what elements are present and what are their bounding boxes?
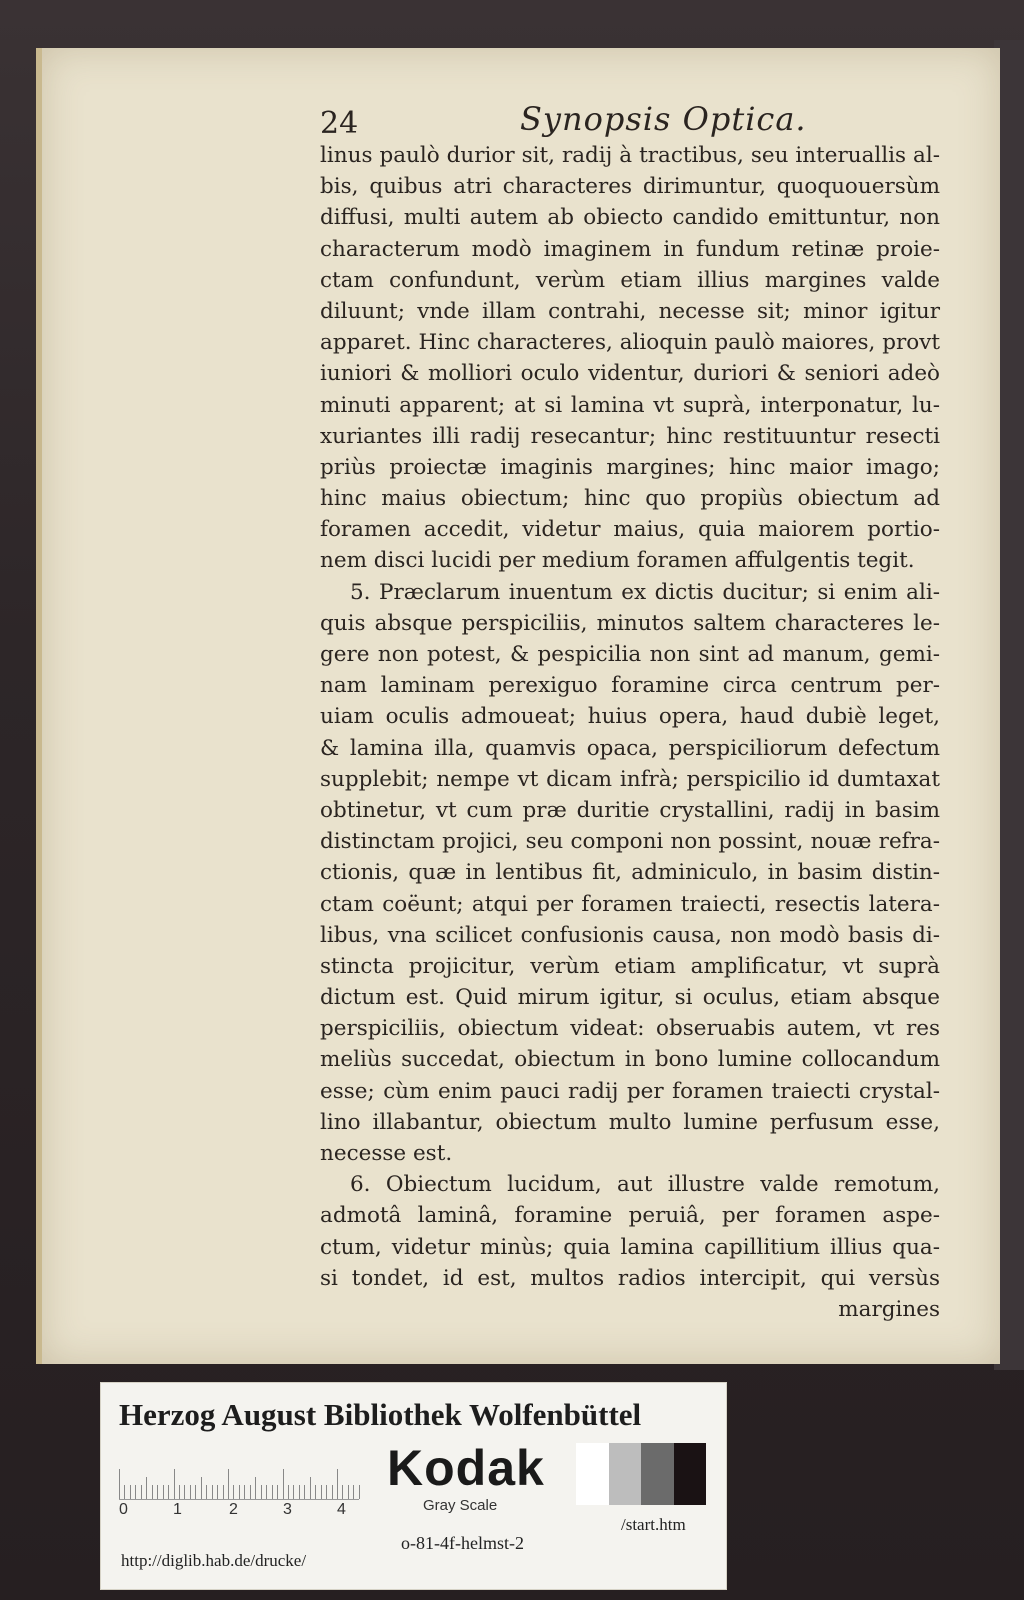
text-line: si tondet, id est, multos radios intercipit, qui versùs — [320, 1265, 940, 1291]
text-line: meliùs succedat, obiectum in bono lumine collocandum — [320, 1047, 940, 1073]
text-line: ctum, videtur minùs; quia lamina capillitium illius qua- — [320, 1234, 940, 1260]
text-line: uiam oculis admoueat; huius opera, haud dubiè leget, — [320, 704, 940, 730]
ruler-tick — [266, 1485, 267, 1499]
text-line: perspiciliis, obiectum videat: obseruabis autem, vt res — [320, 1016, 940, 1042]
ruler-tick — [195, 1485, 196, 1499]
gray-swatches — [576, 1443, 706, 1505]
text-line: xuriantes illi radij resecantur; hinc restituuntur resecti — [320, 423, 940, 449]
kodak-logo: Kodak — [387, 1440, 545, 1496]
ruler-tick — [337, 1469, 338, 1499]
ruler-numbers — [119, 1501, 359, 1521]
ruler-tick — [233, 1485, 234, 1499]
text-line: lino illabantur, obiectum multo lumine perfusum esse, — [320, 1109, 940, 1135]
text-line: 5. Præclarum inuentum ex dictis ducitur; si enim ali- — [350, 579, 940, 605]
ruler-tick — [342, 1485, 343, 1499]
text-line: iuniori & molliori oculo videntur, duriori & seniori adeò — [320, 361, 940, 387]
text-line: quis absque perspiciliis, minutos saltem characteres le- — [320, 610, 940, 636]
catchword: margines — [838, 1296, 940, 1322]
text-line: nam laminam perexiguo foramine circa centrum per- — [320, 673, 940, 699]
text-line: ctam coëunt; atqui per foramen traiecti, resectis latera- — [320, 891, 940, 917]
text-line: admotâ laminâ, foramine peruiâ, per foramen aspe- — [320, 1203, 940, 1229]
text-line: nem disci lucidi per medium foramen affulgentis tegit. — [320, 548, 915, 574]
text-line: gere non potest, & pespicilia non sint ad manum, gemi- — [320, 642, 940, 667]
ruler-number: 2 — [229, 1501, 238, 1518]
text-line: & lamina illa, quamvis opaca, perspiciliorum defectum — [320, 735, 940, 761]
text-line: foramen accedit, videtur maius, quia maiorem portio- — [320, 517, 940, 543]
ruler-tick — [348, 1485, 349, 1499]
ruler-tick — [244, 1485, 245, 1499]
text-line: distinctam projici, seu componi non possint, nouæ refra- — [320, 829, 940, 855]
source-url: http://diglib.hab.de/drucke/ — [121, 1551, 307, 1570]
ruler-tick — [184, 1485, 185, 1499]
gray-swatch — [674, 1443, 707, 1505]
ruler-tick — [179, 1485, 180, 1499]
ruler-tick — [190, 1485, 191, 1499]
text-line: stincta projicitur, verùm etiam amplificatur, vt suprà — [320, 953, 940, 979]
ruler-tick — [277, 1485, 278, 1499]
ruler-tick — [206, 1485, 207, 1499]
text-line: dictum est. Quid mirum igitur, si oculus, etiam absque — [320, 985, 940, 1011]
text-line: priùs proiectæ imaginis margines; hinc maior imago; — [320, 454, 940, 480]
text-line: ctam confundunt, verùm etiam illius margines valde — [320, 267, 940, 293]
ruler-tick — [130, 1485, 131, 1499]
library-name: Herzog August Bibliothek Wolfenbüttel — [119, 1397, 642, 1432]
ruler-tick — [332, 1485, 333, 1499]
gray-swatch — [576, 1443, 609, 1505]
ruler-tick — [217, 1485, 218, 1499]
ruler-tick — [157, 1485, 158, 1499]
ruler-tick — [163, 1485, 164, 1499]
ruler-tick — [152, 1485, 153, 1499]
ruler-tick — [201, 1477, 202, 1499]
text-line: ctionis, quæ in lentibus fit, adminiculo, in basim distin- — [320, 860, 940, 886]
ruler-tick — [135, 1485, 136, 1499]
ruler-tick — [223, 1485, 224, 1499]
ruler-tick — [119, 1469, 120, 1499]
ruler-tick — [261, 1485, 262, 1499]
ruler-number: 1 — [173, 1501, 182, 1518]
text-line: necesse est. — [320, 1141, 453, 1166]
gray-swatch — [641, 1443, 674, 1505]
text-line: diffusi, multi autem ab obiecto candido emittuntur, non — [320, 205, 940, 231]
ruler-tick — [288, 1485, 289, 1499]
ruler-tick — [326, 1485, 327, 1499]
ruler-tick — [124, 1485, 125, 1499]
text-line: bis, quibus atri characteres dirimuntur, quoquouersùm — [320, 174, 940, 200]
ruler-tick — [228, 1469, 229, 1499]
text-line: minuti apparent; at si lamina vt suprà, interponatur, lu- — [320, 392, 940, 418]
running-title: Synopsis Optica. — [520, 100, 807, 138]
shelfmark-identifier: o-81-4f-helmst-2 — [401, 1533, 524, 1553]
text-line: diluunt; vnde illam contrahi, necesse sit; minor igitur — [320, 298, 940, 324]
ruler-tick — [212, 1485, 213, 1499]
ruler-tick — [272, 1485, 273, 1499]
gray-scale-label: Gray Scale — [423, 1497, 498, 1514]
page-number: 24 — [320, 106, 359, 141]
ruler-tick — [359, 1485, 360, 1499]
gray-swatch — [609, 1443, 642, 1505]
ruler-tick — [321, 1485, 322, 1499]
text-line: apparet. Hinc characteres, alioquin paulò maiores, provt — [320, 330, 940, 356]
text-line: supplebit; nempe vt dicam infrà; perspicilio id dumtaxat — [320, 766, 940, 792]
text-line: libus, vna scilicet confusionis causa, non modò basis di- — [320, 922, 940, 948]
ruler-tick — [146, 1477, 147, 1499]
ruler-number: 4 — [337, 1501, 346, 1518]
ruler-number: 0 — [119, 1501, 128, 1518]
ruler-tick — [310, 1477, 311, 1499]
ruler-tick — [239, 1485, 240, 1499]
ruler-tick — [315, 1485, 316, 1499]
ruler-tick — [304, 1485, 305, 1499]
text-line: linus paulò durior sit, radij à tractibus, seu interuallis al- — [320, 143, 940, 168]
start-url: /start.htm — [621, 1515, 686, 1534]
body-text — [320, 140, 940, 1325]
color-calibration-card — [100, 1382, 727, 1590]
ruler-tick — [255, 1477, 256, 1499]
scale-ruler — [119, 1465, 359, 1500]
ruler-tick — [299, 1485, 300, 1499]
text-line: esse; cùm enim pauci radij per foramen traiecti crystal- — [320, 1078, 940, 1104]
ruler-tick — [353, 1485, 354, 1499]
ruler-tick — [174, 1469, 175, 1499]
ruler-number: 3 — [283, 1501, 292, 1518]
text-line: obtinetur, vt cum præ duritie crystallini, radij in basim — [320, 797, 940, 823]
text-line: characterum modò imaginem in fundum retinæ proie- — [320, 236, 940, 262]
ruler-tick — [293, 1485, 294, 1499]
ruler-tick — [283, 1469, 284, 1499]
ruler-tick — [250, 1485, 251, 1499]
text-line: 6. Obiectum lucidum, aut illustre valde remotum, — [350, 1172, 940, 1198]
ruler-tick — [141, 1485, 142, 1499]
ruler-tick — [168, 1485, 169, 1499]
text-line: hinc maius obiectum; hinc quo propiùs obiectum ad — [320, 486, 940, 512]
